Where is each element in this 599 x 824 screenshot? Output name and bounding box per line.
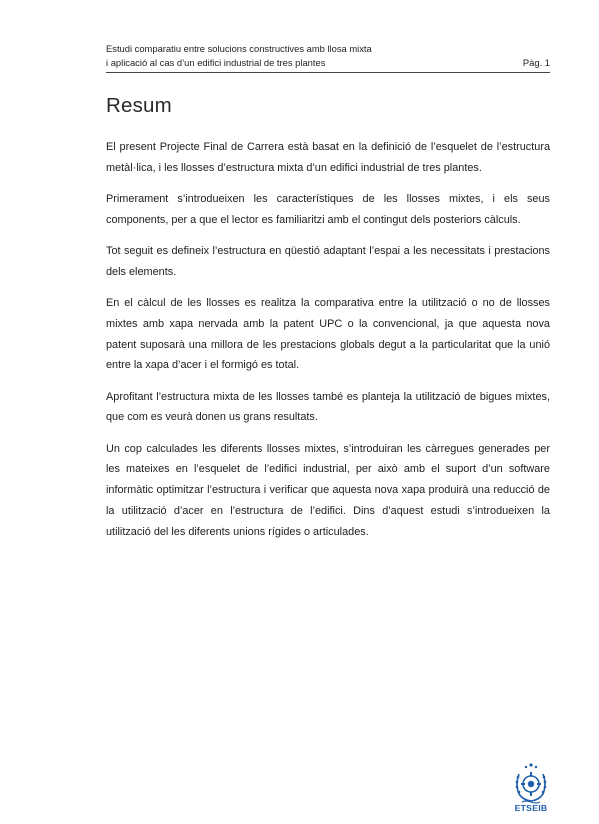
paragraph: El present Projecte Final de Carrera està basat en la definició de l’esquelet de l’estructura metàl·lica, i les llosses d’estructura mixta d’un edifici industrial de tres plantes. [106,141,550,174]
header-title-line-2: i aplicació al cas d’un edifici industrial de tres plantes [106,57,326,68]
section-title: Resum [106,94,172,117]
paragraph: Tot seguit es defineix l’estructura en qüestió adaptant l’espai a les necessitats i prestacions dels elements. [106,244,550,278]
paragraph: Aprofitant l’estructura mixta de les llosses també es planteja la utilització de bigues mixtes, que com es veurà donen us grans resultats. [106,390,550,424]
abstract-body [106,137,550,553]
etseib-logo-icon [509,762,553,814]
paragraph: Primerament s’introdueixen les característiques de les llosses mixtes, i els seus components, per a que el lector es familiaritzi amb el contingut dels posteriors càlculs. [106,192,550,226]
header-title-line-1: Estudi comparatiu entre solucions constructives amb llosa mixta [106,43,372,54]
page-number: Pàg. 1 [522,57,550,68]
paragraph: Un cop calculades les diferents llosses mixtes, s’introduiran les càrregues generades per les mateixes en l’esquelet de l’edifici industrial, per això amb el suport d’un software informàtic optimitzar l’estructura i verificar que aquesta nova xapa produirà una reducció de la utilització d’acer en l’estructura de l’edifici. Dins d’aquest estudi s’introdueixen la utilització del les diferents unions rígides o articulades. [106,442,550,538]
paragraph: En el càlcul de les llosses es realitza la comparativa entre la utilització o no de llosses mixtes amb xapa nervada amb la patent UPC o la convencional, ja que aquesta nova patent suposarà una millora de les prestacions globals degut a la particularitat que la unió entre la xapa d’acer i el formigó es total. [106,296,550,372]
page-header [106,42,550,73]
logo-text: ETSEIB [514,803,548,813]
